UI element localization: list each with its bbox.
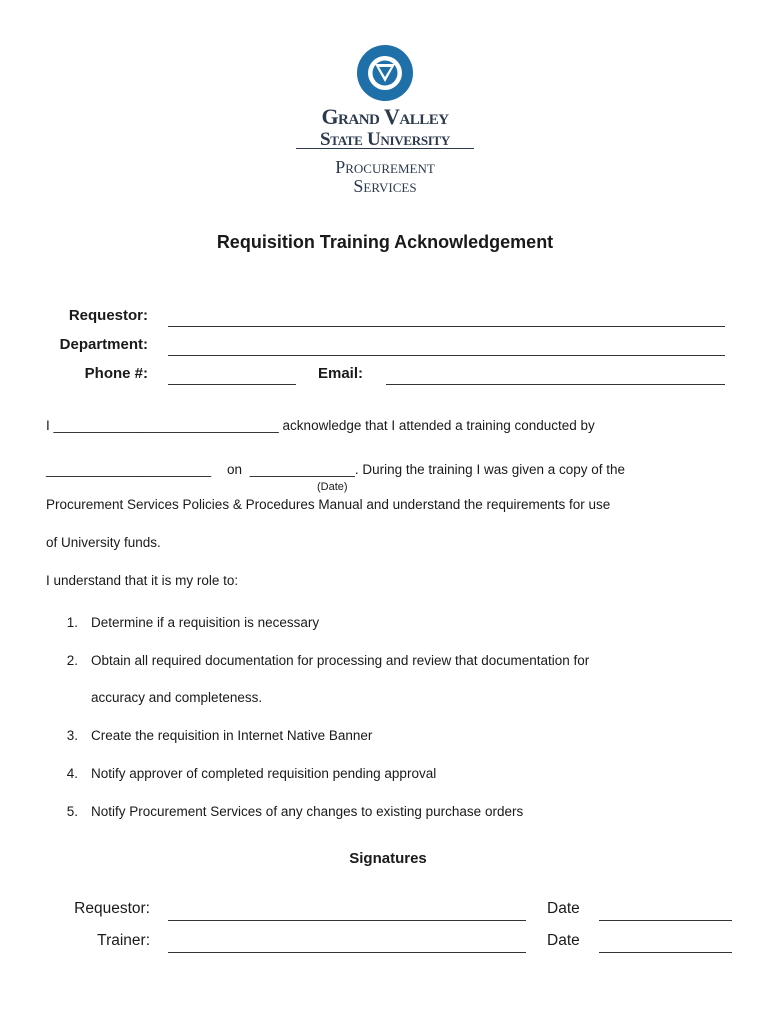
role-2-continued: accuracy and completeness. (91, 690, 263, 705)
role-2-text: Obtain all required documentation for processing and review that documentation for (91, 653, 590, 668)
role-4-number: 4. (66, 766, 78, 781)
signatures-heading: Signatures (349, 850, 427, 867)
during-text: . During the training I was given a copy of the (354, 462, 626, 477)
role-4-text: Notify approver of completed requisition pending approval (91, 766, 437, 781)
phone-field[interactable] (168, 384, 296, 385)
role-2-number: 2. (66, 653, 78, 668)
ack-text: acknowledge that I attended a training conducted by (282, 418, 595, 433)
logo-line-services: Services (353, 176, 417, 196)
university-logo (290, 106, 480, 195)
role-5-number: 5. (66, 804, 78, 819)
requestor-label: Requestor: (68, 307, 148, 324)
requestor-signature-label: Requestor: (74, 900, 150, 917)
date-note: (Date) (317, 481, 348, 493)
logo-line-procurement: Procurement (335, 157, 435, 177)
trainer-signature-field[interactable] (168, 952, 526, 953)
role-1-text: Determine if a requisition is necessary (91, 615, 320, 630)
ack-line-4: of University funds. (46, 535, 161, 550)
ack-name-blank[interactable]: ______________________________ (53, 418, 279, 433)
ack-i: I (46, 418, 50, 433)
gvsu-logo-icon (356, 44, 414, 102)
logo-line-university-name: Grand Valley (321, 104, 449, 129)
ack-line-2 (46, 462, 625, 478)
requestor-date-label: Date (547, 900, 580, 917)
trainer-date-field[interactable] (599, 952, 732, 953)
requestor-date-field[interactable] (599, 920, 732, 921)
phone-label: Phone #: (84, 365, 148, 382)
role-3-number: 3. (66, 728, 78, 743)
trainer-signature-label: Trainer: (97, 932, 150, 949)
trainer-name-blank[interactable]: ______________________ (46, 462, 212, 477)
on-text: on (226, 462, 242, 477)
role-intro: I understand that it is my role to: (46, 573, 239, 588)
requestor-field[interactable] (168, 326, 725, 327)
logo-line-state-university: State University (320, 129, 450, 150)
page-title: Requisition Training Acknowledgement (216, 232, 554, 252)
email-field[interactable] (386, 384, 725, 385)
role-5-text: Notify Procurement Services of any changes to existing purchase orders (91, 804, 524, 819)
role-1-number: 1. (66, 615, 78, 630)
logo-divider (296, 148, 474, 149)
role-3-text: Create the requisition in Internet Native Banner (91, 728, 373, 743)
training-date-blank[interactable]: ______________ (249, 462, 355, 477)
ack-line-3: Procurement Services Policies & Procedures Manual and understand the requirements for use (46, 497, 611, 512)
ack-line-1 (46, 418, 595, 434)
department-label: Department: (59, 336, 148, 353)
requestor-signature-field[interactable] (168, 920, 526, 921)
email-label: Email: (318, 365, 364, 382)
department-field[interactable] (168, 355, 725, 356)
trainer-date-label: Date (547, 932, 580, 949)
